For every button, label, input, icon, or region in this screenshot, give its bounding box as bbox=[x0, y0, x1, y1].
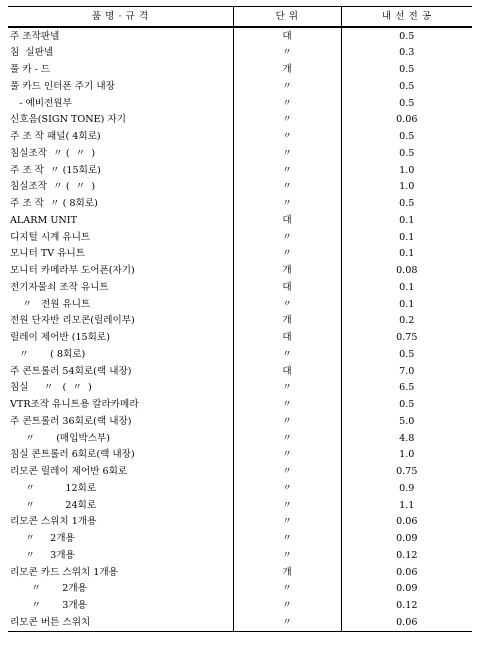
cell-unit: 〃 bbox=[233, 112, 341, 129]
cell-unit: 〃 bbox=[233, 581, 341, 598]
cell-unit: 〃 bbox=[233, 45, 341, 62]
table-row bbox=[8, 196, 472, 213]
cell-labor: 0.3 bbox=[341, 45, 472, 62]
cell-item-spec: 리모콘 카드 스위치 1개용 bbox=[10, 566, 118, 578]
cell-labor: 0.5 bbox=[341, 95, 472, 112]
cell-labor: 0.06 bbox=[341, 514, 472, 531]
cell-labor: 0.06 bbox=[341, 564, 472, 581]
cell-unit: 〃 bbox=[233, 413, 341, 430]
cell-item-spec: 주 조 작 패널( 4회로) bbox=[10, 131, 101, 143]
cell-labor: 0.1 bbox=[341, 279, 472, 296]
cell-unit: 〃 bbox=[233, 196, 341, 213]
cell-labor: 0.09 bbox=[341, 531, 472, 548]
cell-item-spec: 〃 전원 유니트 bbox=[10, 298, 91, 310]
table-row bbox=[8, 480, 472, 497]
cell-unit: 〃 bbox=[233, 129, 341, 146]
cell-item-spec: 침실조작 〃 ( 〃 ) bbox=[10, 181, 96, 193]
cell-labor: 0.12 bbox=[341, 598, 472, 615]
cell-item-spec: 〃 12회로 bbox=[10, 482, 97, 494]
cell-unit: 〃 bbox=[233, 480, 341, 497]
cell-unit: 〃 bbox=[233, 447, 341, 464]
cell-labor: 0.5 bbox=[341, 27, 472, 45]
cell-item-spec: 전기자물쇠 조작 유니트 bbox=[10, 281, 109, 293]
table-row bbox=[8, 330, 472, 347]
cell-item-spec: 주 조 작 〃 (15회로) bbox=[10, 164, 101, 176]
table-row bbox=[8, 78, 472, 95]
table-row bbox=[8, 614, 472, 631]
cell-labor: 5.0 bbox=[341, 413, 472, 430]
cell-labor: 0.5 bbox=[341, 62, 472, 79]
cell-item-spec: 신호음(SIGN TONE) 자기 bbox=[10, 114, 127, 126]
cell-unit: 개 bbox=[233, 313, 341, 330]
cell-unit: 〃 bbox=[233, 514, 341, 531]
cell-unit: 〃 bbox=[233, 380, 341, 397]
cell-unit: 개 bbox=[233, 263, 341, 280]
table-row bbox=[8, 27, 472, 45]
table-row bbox=[8, 380, 472, 397]
cell-labor: 0.1 bbox=[341, 246, 472, 263]
table-row bbox=[8, 246, 472, 263]
cell-unit: 대 bbox=[233, 330, 341, 347]
table-row bbox=[8, 564, 472, 581]
table-row bbox=[8, 212, 472, 229]
cell-labor: 0.5 bbox=[341, 397, 472, 414]
cell-item-spec: 릴레이 제어반 (15회로) bbox=[10, 332, 110, 344]
cell-labor: 0.2 bbox=[341, 313, 472, 330]
table-row bbox=[8, 129, 472, 146]
table-row bbox=[8, 112, 472, 129]
table-row bbox=[8, 229, 472, 246]
table-row bbox=[8, 598, 472, 615]
table-row bbox=[8, 45, 472, 62]
cell-labor: 4.8 bbox=[341, 430, 472, 447]
cell-unit: 〃 bbox=[233, 229, 341, 246]
cell-unit: 〃 bbox=[233, 464, 341, 481]
header-row bbox=[8, 7, 472, 28]
cell-labor: 0.5 bbox=[341, 78, 472, 95]
cell-unit: 〃 bbox=[233, 614, 341, 631]
cell-labor: 0.9 bbox=[341, 480, 472, 497]
cell-unit: 개 bbox=[233, 62, 341, 79]
cell-labor: 0.1 bbox=[341, 296, 472, 313]
cell-unit: 〃 bbox=[233, 246, 341, 263]
cell-item-spec: ALARM UNIT bbox=[10, 214, 77, 226]
table-row bbox=[8, 162, 472, 179]
header-item-spec: 품 명 · 규 격 bbox=[8, 7, 233, 28]
cell-item-spec: 침실조작 〃 ( 〃 ) bbox=[10, 147, 96, 159]
cell-item-spec: 〃 ( 8회로) bbox=[10, 348, 86, 360]
cell-unit: 〃 bbox=[233, 497, 341, 514]
cell-item-spec: 〃 2개용 bbox=[10, 533, 75, 545]
cell-item-spec: 주 조 작 〃 ( 8회로) bbox=[10, 198, 98, 210]
cell-unit: 대 bbox=[233, 363, 341, 380]
cell-unit: 대 bbox=[233, 212, 341, 229]
cell-item-spec: 풀 카드 인터폰 주기 내장 bbox=[10, 80, 115, 92]
table-row bbox=[8, 514, 472, 531]
cell-unit: 〃 bbox=[233, 346, 341, 363]
table-row bbox=[8, 62, 472, 79]
table-row bbox=[8, 296, 472, 313]
cell-item-spec: 풀 카 - 드 bbox=[10, 64, 51, 76]
cell-item-spec: 〃 24회로 bbox=[10, 499, 97, 511]
cell-item-spec: 모니터 카메라부 도어폰(자기) bbox=[10, 265, 135, 277]
cell-unit: 〃 bbox=[233, 397, 341, 414]
cell-labor: 0.08 bbox=[341, 263, 472, 280]
cell-item-spec: 리모콘 버튼 스위치 bbox=[8, 614, 233, 631]
table-row bbox=[8, 95, 472, 112]
cell-unit: 〃 bbox=[233, 162, 341, 179]
cell-labor: 7.0 bbox=[341, 363, 472, 380]
table-row bbox=[8, 447, 472, 464]
cell-unit: 대 bbox=[233, 27, 341, 45]
table-row bbox=[8, 363, 472, 380]
cell-labor: 0.1 bbox=[341, 229, 472, 246]
table-row bbox=[8, 497, 472, 514]
cell-item-spec: 침실 〃 ( 〃 ) bbox=[10, 382, 92, 394]
cell-item-spec: VTR조작 유니트용 칼라카메라 bbox=[10, 399, 139, 411]
cell-labor: 1.0 bbox=[341, 179, 472, 196]
cell-unit: 개 bbox=[233, 564, 341, 581]
cell-item-spec: 〃 3개용 bbox=[10, 549, 75, 561]
cell-item-spec: 주 콘트롤러 36회로(랙 내장) bbox=[10, 415, 132, 427]
table-row bbox=[8, 547, 472, 564]
cell-labor: 0.06 bbox=[341, 112, 472, 129]
cell-item-spec: 〃 2개용 bbox=[10, 583, 87, 595]
table-row bbox=[8, 313, 472, 330]
cell-labor: 0.09 bbox=[341, 581, 472, 598]
table-row bbox=[8, 531, 472, 548]
table-row bbox=[8, 179, 472, 196]
table-body bbox=[8, 27, 472, 632]
table-row bbox=[8, 413, 472, 430]
cell-labor: 6.5 bbox=[341, 380, 472, 397]
cell-item-spec: 디지털 시계 유니트 bbox=[10, 231, 91, 243]
table-row bbox=[8, 430, 472, 447]
labor-standard-table bbox=[8, 6, 472, 632]
cell-unit: 〃 bbox=[233, 296, 341, 313]
cell-labor: 0.75 bbox=[341, 464, 472, 481]
cell-labor: 1.0 bbox=[341, 162, 472, 179]
cell-unit: 대 bbox=[233, 279, 341, 296]
cell-labor: 0.75 bbox=[341, 330, 472, 347]
cell-item-spec: 침실 콘트롤러 6회로(랙 내장) bbox=[10, 449, 135, 461]
cell-item-spec: 〃 3개용 bbox=[10, 600, 87, 612]
cell-unit: 〃 bbox=[233, 547, 341, 564]
cell-item-spec: 침 실판넬 bbox=[10, 47, 54, 59]
header-unit: 단 위 bbox=[233, 7, 341, 28]
table-row bbox=[8, 263, 472, 280]
table-row bbox=[8, 397, 472, 414]
table-row bbox=[8, 581, 472, 598]
cell-unit: 〃 bbox=[233, 531, 341, 548]
cell-unit: 〃 bbox=[233, 145, 341, 162]
table-row bbox=[8, 346, 472, 363]
cell-labor: 1.0 bbox=[341, 447, 472, 464]
cell-labor: 0.1 bbox=[341, 212, 472, 229]
table-header bbox=[8, 7, 472, 28]
table-row bbox=[8, 464, 472, 481]
cell-labor: 0.06 bbox=[341, 614, 472, 631]
cell-labor: 0.12 bbox=[341, 547, 472, 564]
cell-item-spec: 주 조작판넬 bbox=[10, 30, 60, 42]
table-row bbox=[8, 279, 472, 296]
cell-labor: 0.5 bbox=[341, 346, 472, 363]
cell-labor: 0.5 bbox=[341, 129, 472, 146]
cell-labor: 1.1 bbox=[341, 497, 472, 514]
table-row bbox=[8, 145, 472, 162]
header-labor: 내 선 전 공 bbox=[341, 7, 472, 28]
cell-item-spec: 리모콘 릴레이 제어반 6회로 bbox=[10, 466, 128, 478]
cell-unit: 〃 bbox=[233, 598, 341, 615]
cell-unit: 〃 bbox=[233, 95, 341, 112]
cell-item-spec: 리모콘 스위치 1개용 bbox=[10, 516, 97, 528]
cell-item-spec: 전원 단자반 리모콘(릴레이부) bbox=[10, 315, 135, 327]
cell-unit: 〃 bbox=[233, 179, 341, 196]
cell-unit: 〃 bbox=[233, 78, 341, 95]
cell-labor: 0.5 bbox=[341, 145, 472, 162]
cell-labor: 0.5 bbox=[341, 196, 472, 213]
cell-item-spec: - 예비전원부 bbox=[10, 97, 72, 109]
cell-item-spec: 주 콘트롤러 54회로(랙 내장) bbox=[10, 365, 132, 377]
cell-item-spec: 모니터 TV 유니트 bbox=[10, 248, 86, 260]
cell-unit: 〃 bbox=[233, 430, 341, 447]
cell-item-spec: 〃 (매입박스부) bbox=[10, 432, 111, 444]
